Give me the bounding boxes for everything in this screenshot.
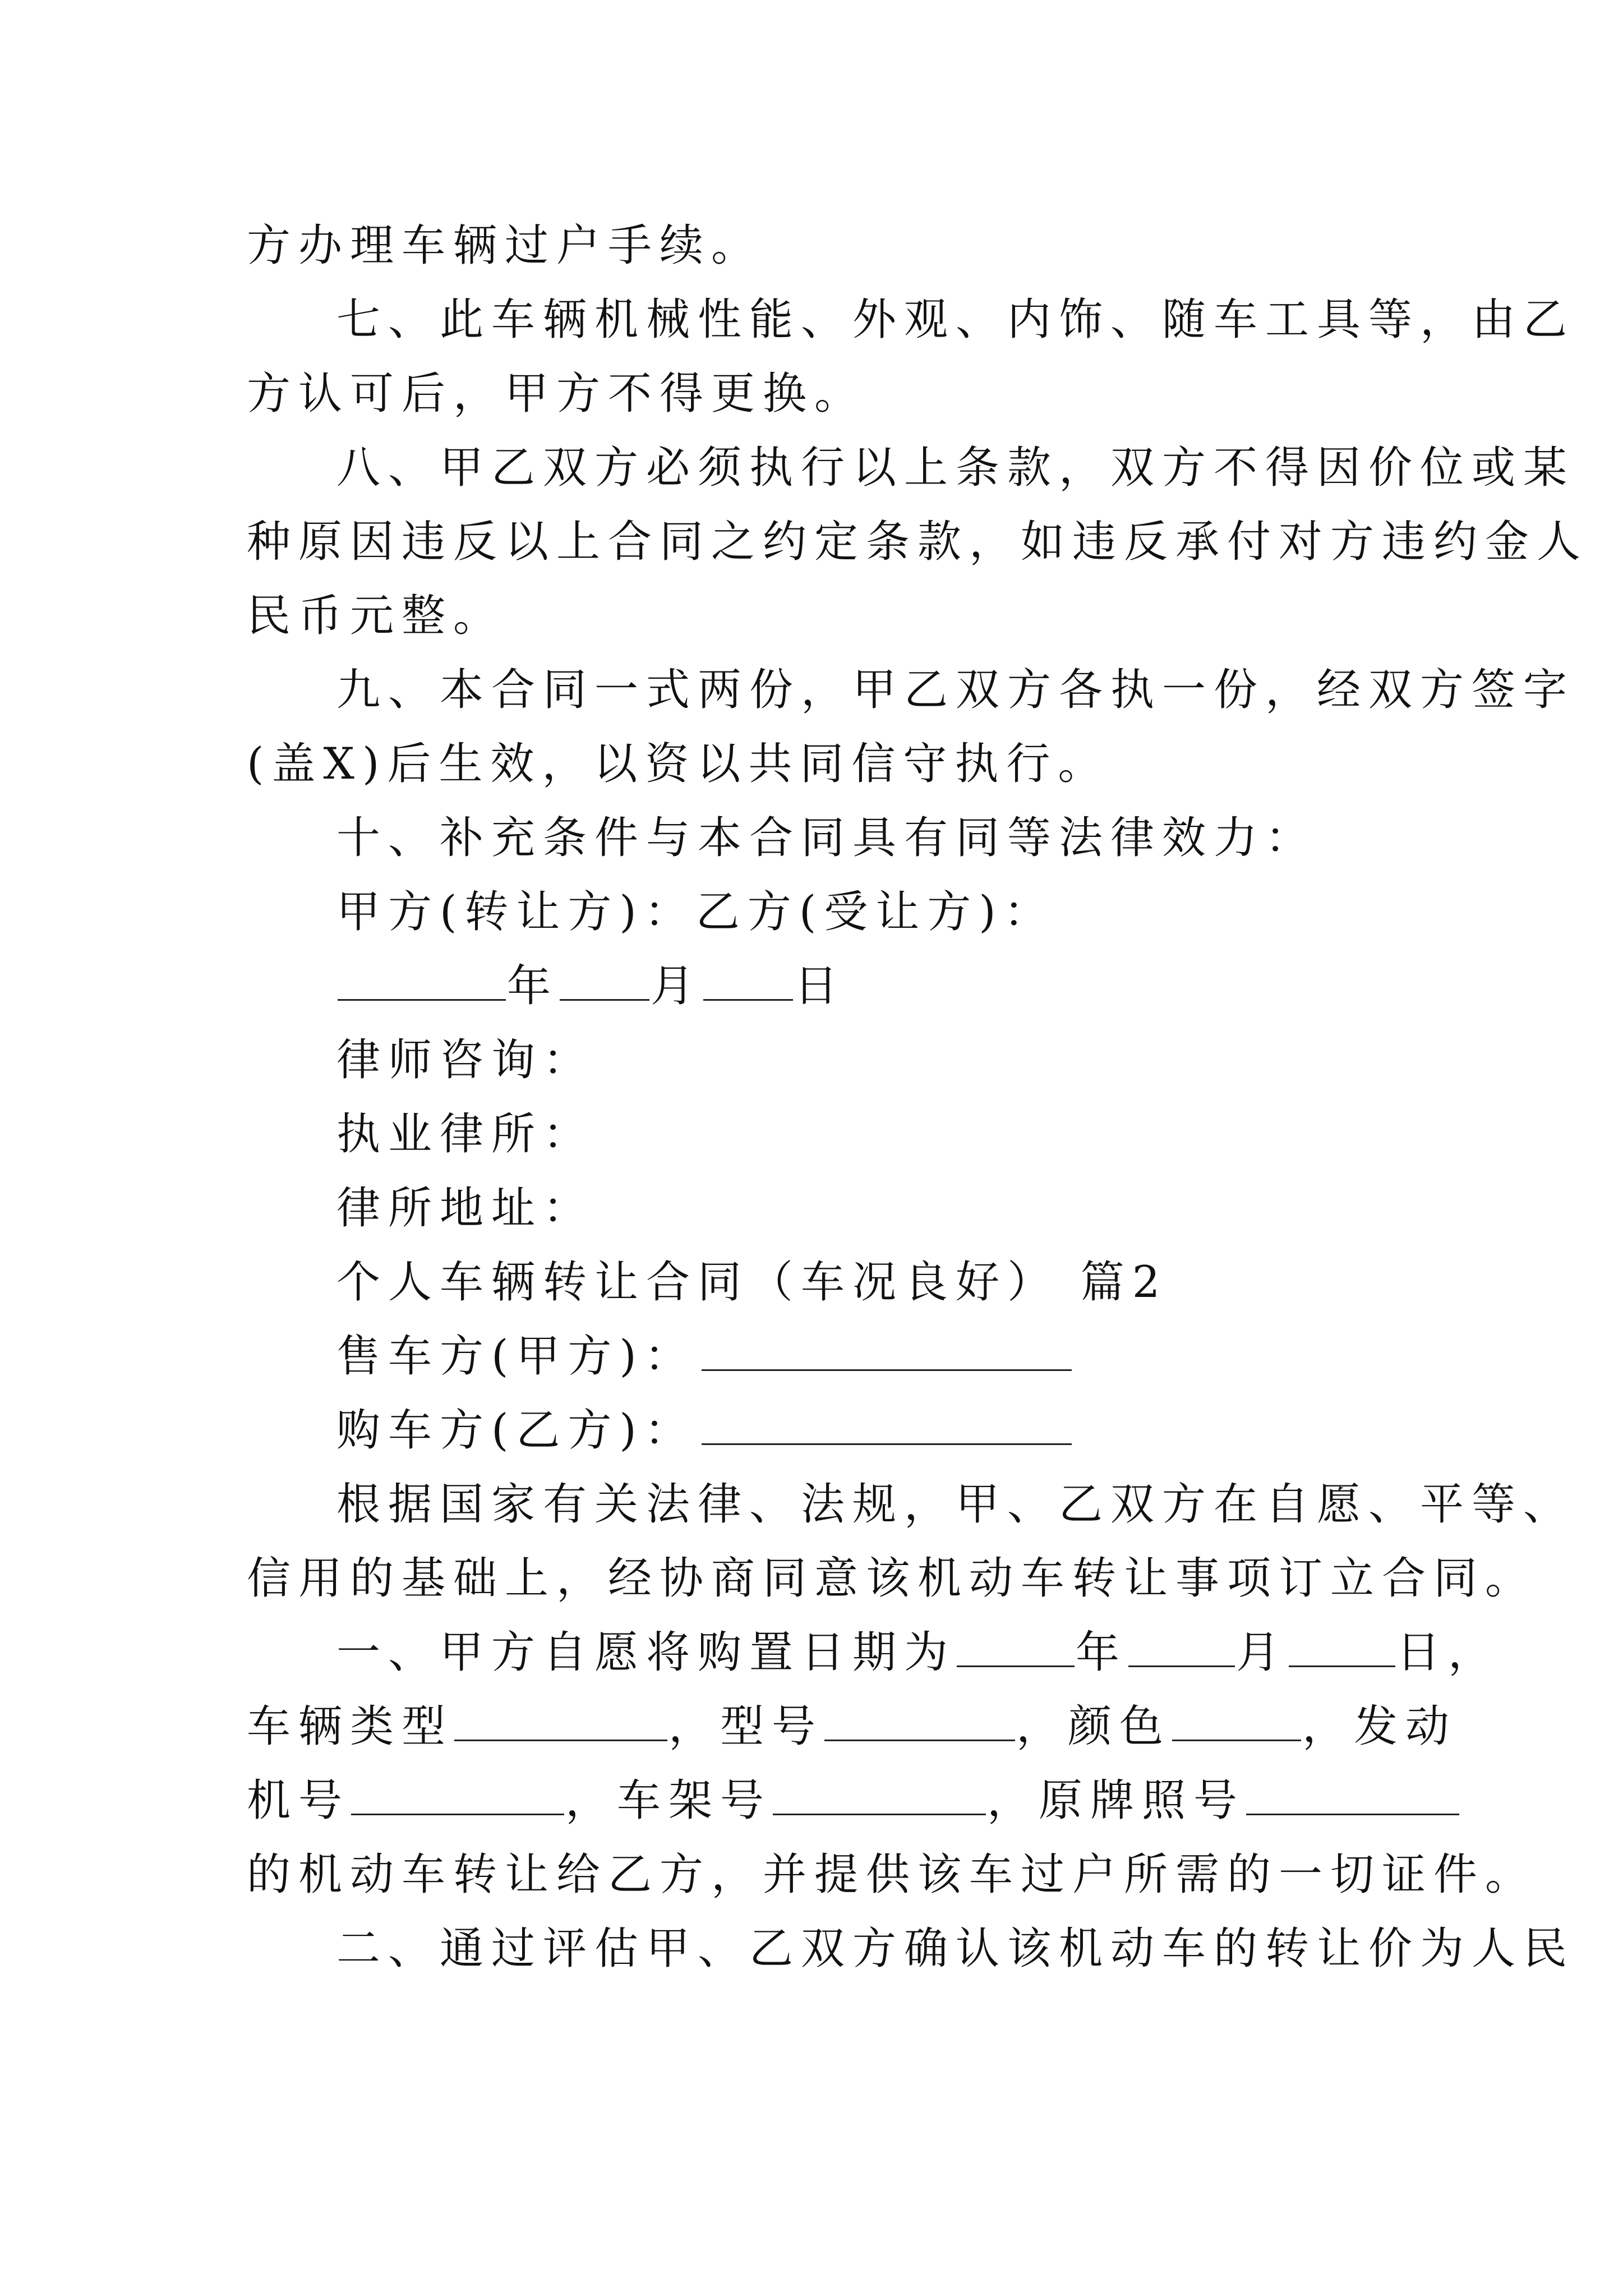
clause-1-line-2 (247, 1693, 1458, 1760)
engine-label-prefix: ，发动 (1302, 1701, 1458, 1752)
law-firm-line: 执业律所： (336, 1109, 595, 1159)
year-label: 年 (507, 961, 559, 1011)
frame-label: ，车架号 (565, 1775, 772, 1826)
clause-8-line-3: 民币元整。 (247, 591, 505, 641)
section-title: 个人车辆转让合同（车况良好） 篇2 (336, 1257, 1168, 1308)
month-blank[interactable] (560, 960, 649, 1001)
plate-number-blank[interactable] (1246, 1774, 1459, 1815)
purchase-day-label: 日， (1396, 1627, 1500, 1678)
clause-1-intro: 一、甲方自愿将购置日期为 (336, 1627, 956, 1678)
color-blank[interactable] (1172, 1700, 1301, 1741)
engine-number-blank[interactable] (351, 1774, 564, 1815)
clause-1-line-4: 的机动车转让给乙方，并提供该车过户所需的一切证件。 (247, 1849, 1537, 1900)
engine-label-suffix: 机号 (247, 1775, 351, 1826)
seller-blank[interactable] (702, 1330, 1072, 1371)
model-label: ，型号 (668, 1701, 824, 1752)
clause-9-line-1: 九、本合同一式两份，甲乙双方各执一份，经双方签字 (336, 665, 1575, 715)
color-label: ，颜色 (1016, 1701, 1172, 1752)
year-blank[interactable] (338, 960, 506, 1001)
month-label: 月 (651, 961, 703, 1011)
day-blank[interactable] (703, 960, 793, 1001)
frame-number-blank[interactable] (773, 1774, 986, 1815)
purchase-month-blank[interactable] (1128, 1626, 1235, 1667)
purchase-year-blank[interactable] (957, 1626, 1075, 1667)
clause-2-line-1: 二、通过评估甲、乙双方确认该机动车的转让价为人民 (336, 1924, 1575, 1974)
model-blank[interactable] (824, 1700, 1015, 1741)
buyer-line (336, 1397, 1396, 1464)
buyer-label: 购车方(乙方)： (336, 1405, 696, 1456)
vehicle-type-label: 车辆类型 (247, 1701, 454, 1752)
paragraph-line: 方办理车辆过户手续。 (247, 220, 763, 271)
preamble-line-1: 根据国家有关法律、法规，甲、乙双方在自愿、平等、 (336, 1479, 1575, 1530)
preamble-line-2: 信用的基础上，经协商同意该机动车转让事项订立合同。 (247, 1553, 1537, 1604)
seller-line (336, 1323, 1396, 1390)
clause-8-line-2: 种原因违反以上合同之约定条款，如违反承付对方违约金人 (247, 517, 1589, 567)
date-line (336, 953, 1396, 1020)
seller-label: 售车方(甲方)： (336, 1331, 696, 1382)
day-label: 日 (794, 961, 846, 1011)
purchase-month-label: 月 (1236, 1627, 1288, 1678)
clause-10-line: 十、补充条件与本合同具有同等法律效力： (336, 813, 1317, 863)
plate-label: ，原牌照号 (987, 1775, 1246, 1826)
purchase-day-blank[interactable] (1289, 1626, 1395, 1667)
clause-9-line-2: (盖X)后生效，以资以共同信守执行。 (247, 739, 1110, 789)
vehicle-type-blank[interactable] (454, 1700, 667, 1741)
clause-1-line-1 (336, 1619, 1500, 1686)
clause-1-line-3 (247, 1767, 1396, 1834)
law-firm-address-line: 律所地址： (336, 1183, 595, 1234)
parties-signature-line: 甲方(转让方)：乙方(受让方)： (336, 887, 1055, 937)
clause-8-line-1: 八、甲乙双方必须执行以上条款，双方不得因价位或某 (336, 443, 1575, 493)
clause-7-line-2: 方认可后，甲方不得更换。 (247, 369, 866, 419)
clause-7-line-1: 七、此车辆机械性能、外观、内饰、随车工具等，由乙 (336, 295, 1575, 345)
lawyer-consult-line: 律师咨询： (336, 1035, 595, 1085)
buyer-blank[interactable] (702, 1404, 1072, 1445)
purchase-year-label: 年 (1076, 1627, 1128, 1678)
